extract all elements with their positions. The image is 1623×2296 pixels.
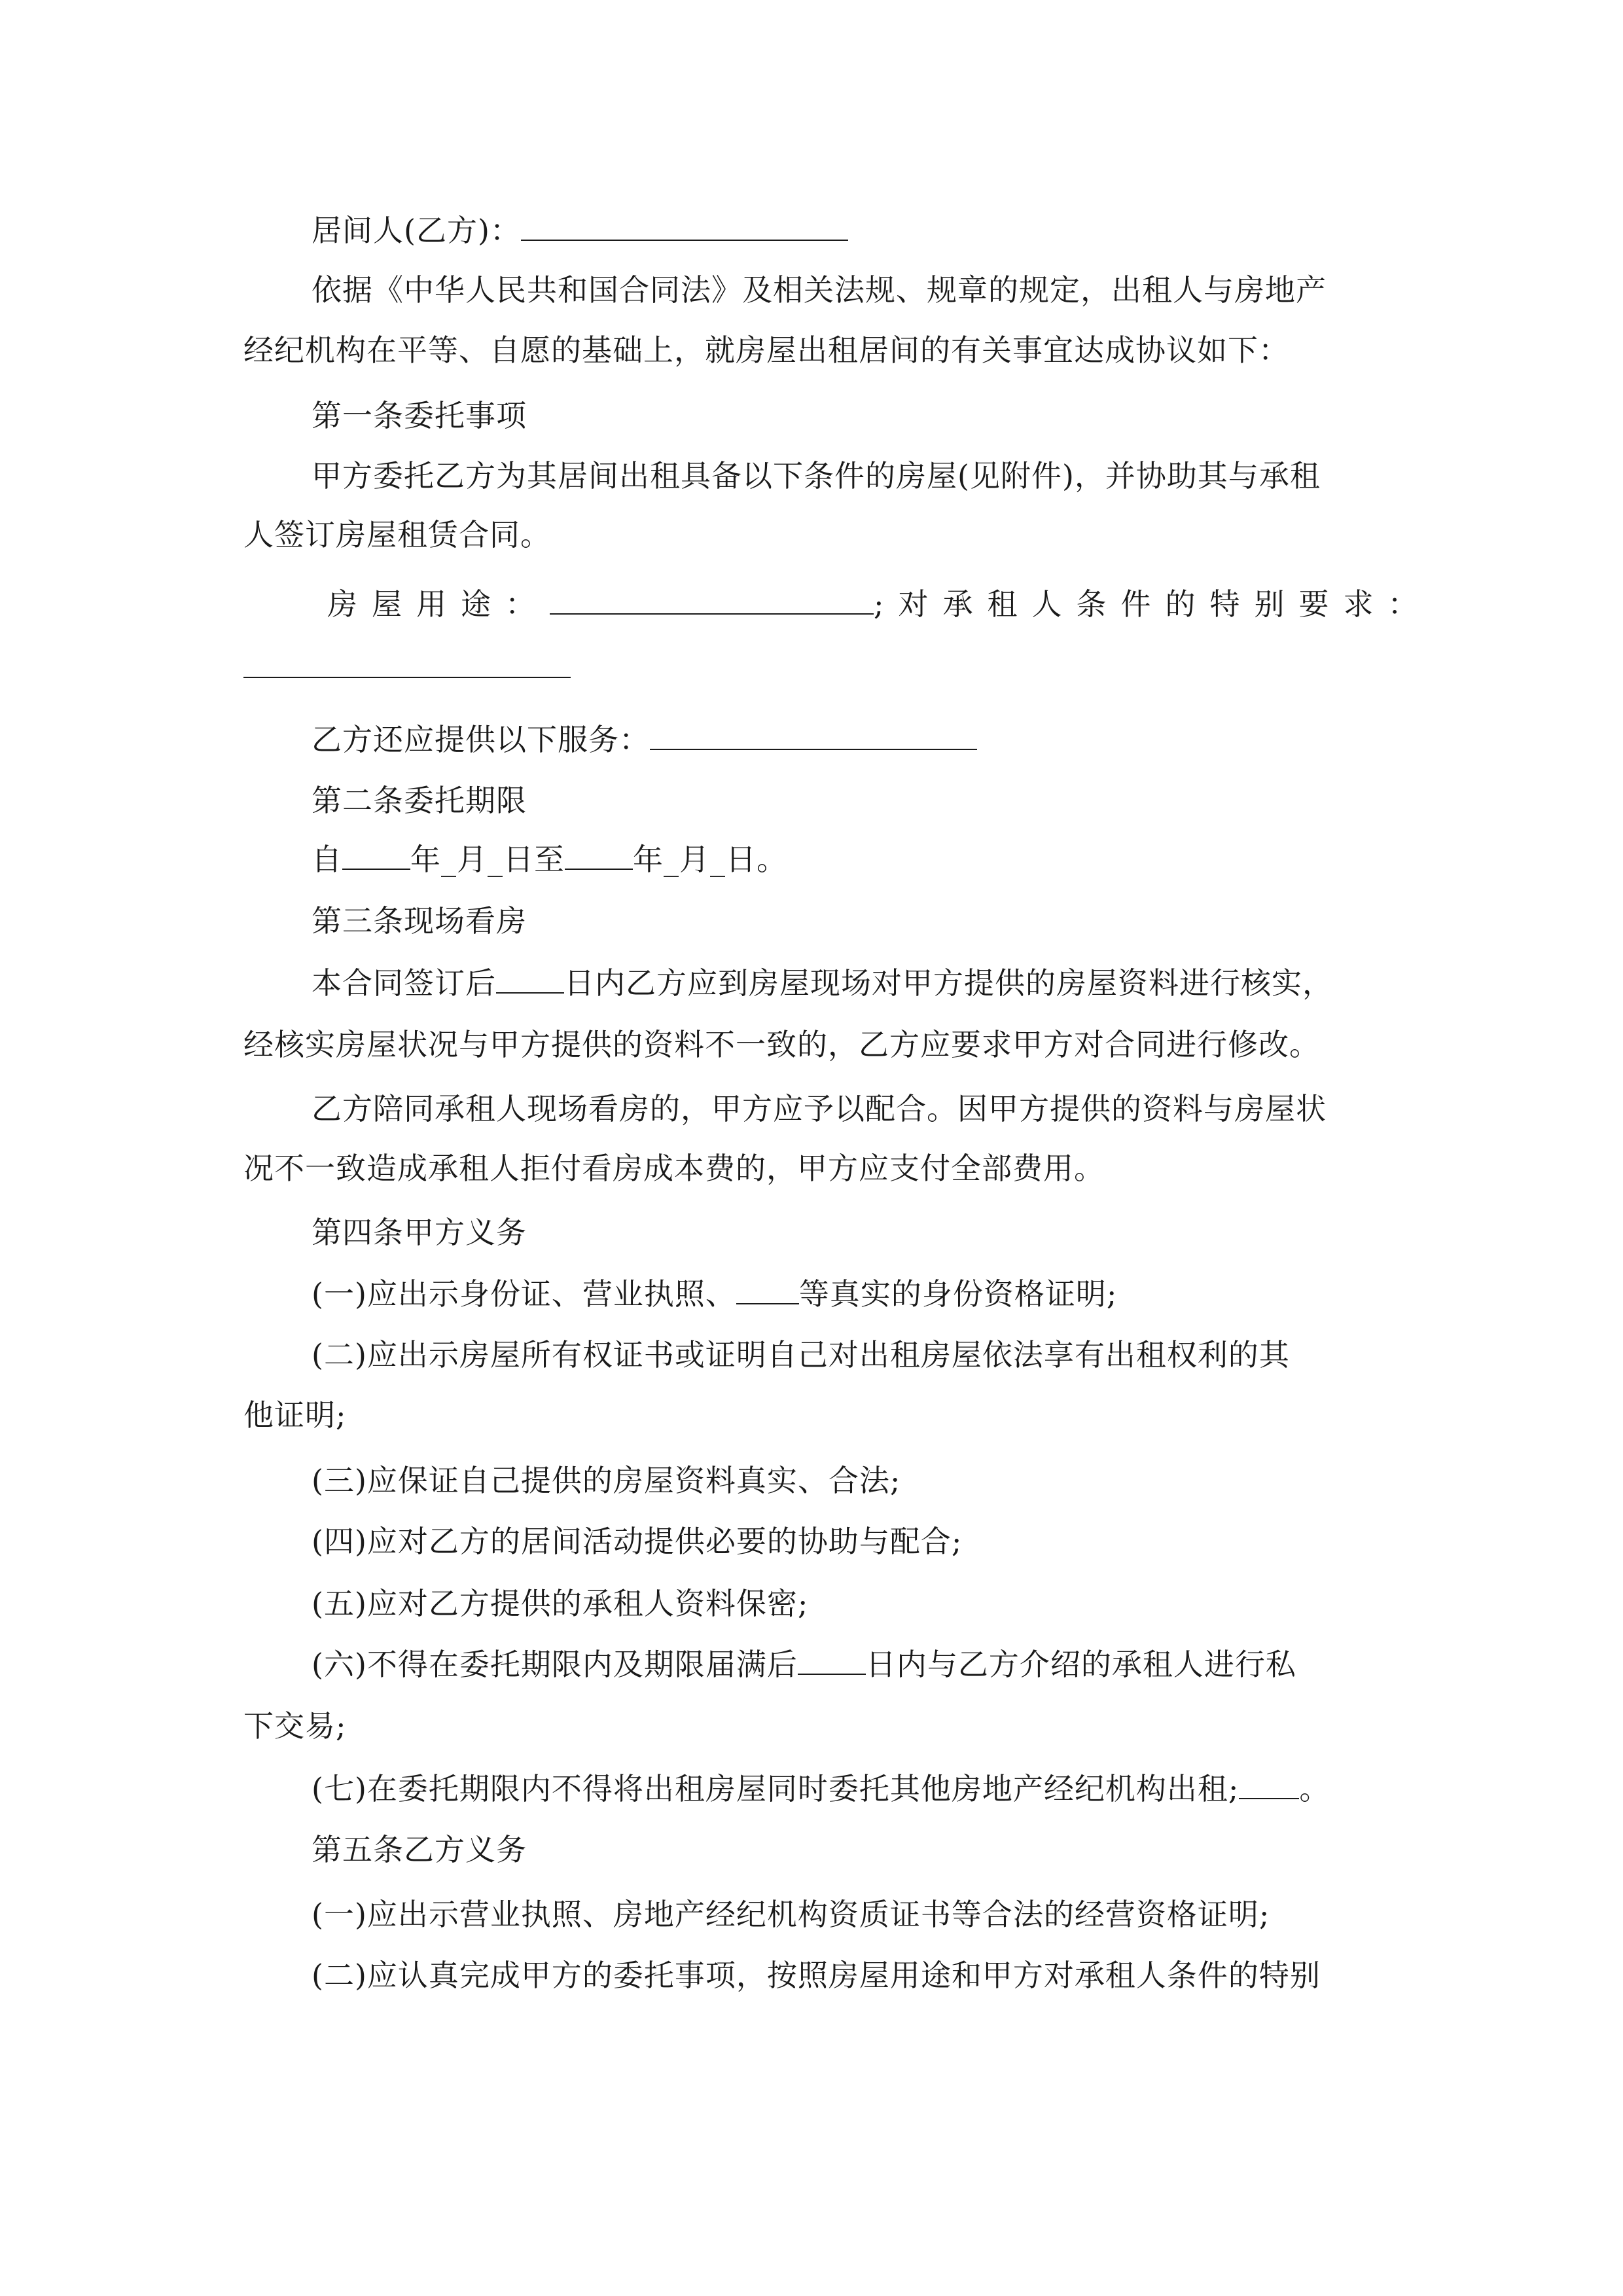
preamble-line-1: 依据《中华人民共和国合同法》及相关法规、规章的规定，出租人与房地产	[312, 272, 1327, 308]
article-3-text-a: 本合同签订后	[312, 965, 496, 1001]
article-4-item-2-line-1: (二)应出示房屋所有权证书或证明自己对出租房屋依法享有出租权利的其	[312, 1337, 1290, 1372]
tenant-requirement-blank	[243, 652, 571, 678]
article-4-item-7-text-a: (七)在委托期限内不得将出租房屋同时委托其他房地产经纪机构出租;	[312, 1771, 1240, 1806]
article-1-heading: 第一条委托事项	[312, 398, 527, 433]
article-3-heading: 第三条现场看房	[312, 903, 527, 939]
article-2-heading: 第二条委托期限	[312, 783, 527, 818]
article-4-item-6-text-a: (六)不得在委托期限内及期限届满后	[312, 1647, 798, 1682]
article-3-text-b: 日内乙方应到房屋现场对甲方提供的房屋资料进行核实，	[564, 965, 1333, 1001]
party-b-label: 居间人(乙方)：	[312, 213, 521, 248]
article-3-line-1	[312, 963, 1382, 1003]
preamble-line-2: 经纪机构在平等、自愿的基础上，就房屋出租居间的有关事宜达成协议如下：	[243, 332, 1289, 368]
article-4-heading: 第四条甲方义务	[312, 1215, 527, 1250]
party-b-blank	[521, 215, 848, 241]
article-4-item-2-line-2: 他证明;	[243, 1397, 347, 1433]
term-line	[312, 840, 1382, 879]
term-end-year-blank	[565, 844, 633, 870]
article-1-line-2: 人签订房屋租赁合同。	[243, 517, 551, 552]
article-4-item-3: (三)应保证自己提供的房屋资料真实、合法;	[312, 1463, 901, 1498]
extra-services-label: 乙方还应提供以下服务：	[312, 722, 650, 757]
party-b-line	[312, 211, 1382, 250]
house-use-label: 房屋用途：	[327, 586, 550, 622]
extra-services-line	[312, 720, 1382, 759]
tenant-requirement-blank-line	[243, 648, 1382, 687]
article-5-item-2: (二)应认真完成甲方的委托事项，按照房屋用途和甲方对承租人条件的特别	[312, 1958, 1321, 1993]
article-4-item-6-line-2: 下交易;	[243, 1708, 347, 1744]
article-4-item-1-text-a: (一)应出示身份证、营业执照、	[312, 1276, 736, 1312]
identity-doc-blank	[736, 1278, 799, 1304]
article-5-heading: 第五条乙方义务	[312, 1832, 527, 1867]
article-3-line-4: 况不一致造成承租人拒付看房成本费的，甲方应支付全部费用。	[243, 1151, 1105, 1186]
private-deal-days-blank	[798, 1649, 866, 1675]
house-use-blank	[550, 588, 874, 615]
article-4-item-7-blank	[1239, 1773, 1299, 1799]
term-start-year-blank	[342, 844, 410, 870]
extra-services-blank	[650, 724, 977, 750]
article-4-item-6-text-b: 日内与乙方介绍的承租人进行私	[865, 1647, 1296, 1682]
article-4-item-6-line-1	[312, 1645, 1382, 1684]
term-end-date: 年_月_日。	[633, 842, 787, 877]
article-4-item-4: (四)应对乙方的居间活动提供必要的协助与配合;	[312, 1524, 963, 1559]
term-from: 自	[312, 842, 342, 877]
term-start-date: 年_月_日至	[410, 842, 565, 877]
article-4-item-1	[312, 1274, 1382, 1314]
house-use-line	[327, 584, 1433, 624]
article-3-line-3: 乙方陪同承租人现场看房的，甲方应予以配合。因甲方提供的资料与房屋状	[312, 1091, 1327, 1126]
article-4-item-5: (五)应对乙方提供的承租人资料保密;	[312, 1586, 809, 1621]
tenant-requirement-label: ;对承租人条件的特别要求：	[874, 586, 1433, 622]
article-5-item-1: (一)应出示营业执照、房地产经纪机构资质证书等合法的经营资格证明;	[312, 1897, 1270, 1932]
article-4-item-1-text-b: 等真实的身份资格证明;	[798, 1276, 1118, 1312]
inspection-days-blank	[496, 967, 564, 994]
article-1-line-1: 甲方委托乙方为其居间出租具备以下条件的房屋(见附件)，并协助其与承租	[312, 458, 1321, 493]
article-3-line-2: 经核实房屋状况与甲方提供的资料不一致的，乙方应要求甲方对合同进行修改。	[243, 1027, 1320, 1062]
article-4-item-7	[312, 1769, 1382, 1808]
article-4-item-7-text-b: 。	[1299, 1771, 1330, 1806]
